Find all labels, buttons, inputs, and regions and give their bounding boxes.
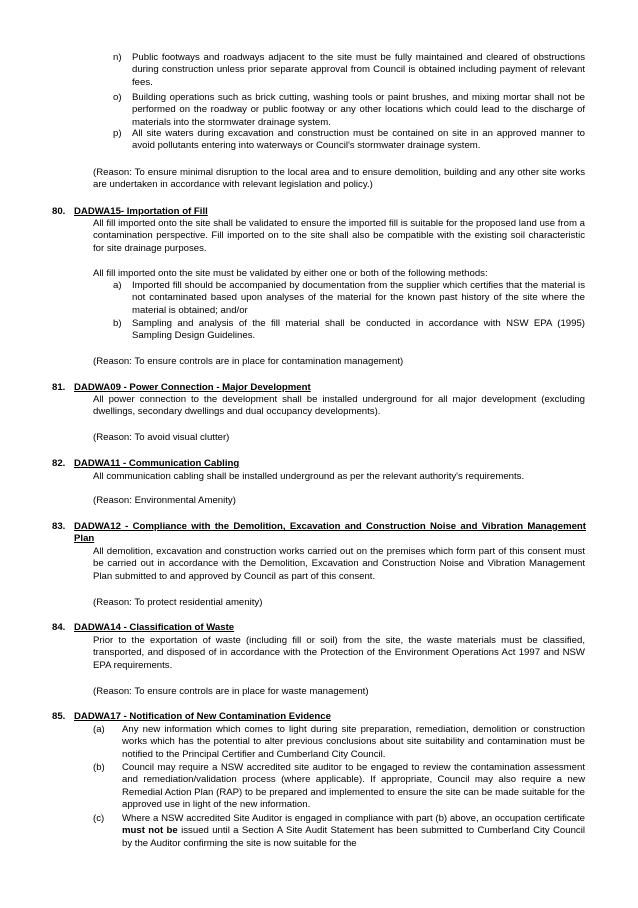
condition-title: DADWA11 - Communication Cabling [74,458,240,469]
list-item-label: p) [113,128,122,139]
list-item-label: (c) [93,813,105,824]
list-item-text-end: issued until a Section A Site Audit Statement has been submitted to Cumberland City Council by the Auditor confirming the site is now suitable for the [122,825,585,849]
list-item-text: All site waters during excavation and construction must be contained on site in an approved manner to avoid pollutants entering into waterways or Council's stormwater drainage system. [132,128,585,152]
condition-paragraph: All power connection to the development shall be installed underground for all major development (excluding dwellings, secondary dwellings and dual occupancy developments). [93,394,585,418]
list-item-a [93,724,585,761]
reason-text: (Reason: To ensure minimal disruption to the local area and to ensure demolition, building and any other site works are undertaken in accordance with relevant legislation and policy.) [93,167,585,191]
list-item-a [113,280,585,317]
reason-text: (Reason: To ensure controls are in place for waste management) [93,686,369,697]
condition-number: 83. [52,521,66,532]
list-item-label: o) [113,92,122,103]
condition-heading-83 [52,521,586,546]
reason-text: (Reason: Environmental Amenity) [93,495,236,506]
condition-number: 85. [52,711,66,722]
condition-number: 81. [52,382,66,393]
list-item-o [113,92,585,129]
condition-title: DADWA17 - Notification of New Contamination Evidence [74,711,331,722]
list-item-text: Sampling and analysis of the fill material shall be conducted in accordance with NSW EPA (1995) Sampling Design Guidelines. [132,318,585,342]
list-item-b [113,318,585,343]
list-item-p [113,128,585,153]
list-item-n [113,52,585,89]
condition-paragraph: All demolition, excavation and construction works carried out on the premises which form part of this consent must be carried out in accordance with the Demolition, Excavation and Construction Noise and Vibration Management Plan submitted to and approved by Council as part of this consent. [93,546,585,582]
list-item-label: (a) [93,724,105,735]
condition-heading-84 [52,622,586,634]
condition-number: 84. [52,622,66,633]
condition-heading-85 [52,711,586,723]
condition-title: DADWA09 - Power Connection - Major Development [74,382,311,393]
list-item-label: n) [113,52,122,63]
list-item-text: Building operations such as brick cutting, washing tools or paint brushes, and mixing mortar shall not be performed on the roadway or public footway or any other locations which could lead to the discharge of materials into the stormwater drainage system. [132,92,585,128]
condition-title: DADWA12 - Compliance with the Demolition, Excavation and Construction Noise and Vibration Management Plan [74,521,586,545]
condition-paragraph: All communication cabling shall be installed underground as per the relevant authority's requirements. [93,471,525,482]
reason-text: (Reason: To avoid visual clutter) [93,432,230,443]
list-item-text-start: Where a NSW accredited Site Auditor is engaged in compliance with part (b) above, an occupation certificate [122,813,585,824]
condition-heading-81 [52,382,586,394]
emphasis-text: must not be [122,825,178,837]
condition-title: DADWA15- Importation of Fill [74,206,208,217]
list-item-c [93,813,585,850]
list-item-label: a) [113,280,122,291]
condition-heading-82 [52,458,586,470]
list-item-label: (b) [93,762,105,773]
list-item-label: b) [113,318,122,329]
reason-text: (Reason: To ensure controls are in place for contamination management) [93,356,404,367]
list-item-text: Council may require a NSW accredited site auditor to be engaged to review the contamination assessment and remediation/validation process (where applicable). If appropriate, Council may also require a new Remedial Action Plan (RAP) to be prepared and implemented to ensure the site can be made suitable for the approved use in light of the new information. [122,762,585,811]
reason-text: (Reason: To protect residential amenity) [93,597,263,608]
list-item-b [93,762,585,812]
condition-paragraph: All fill imported onto the site must be validated by either one or both of the following methods: [93,268,488,279]
list-item-text: Any new information which comes to light during site preparation, remediation, demolition or construction works which has the potential to alter previous conclusions about site suitability and contamination must be notified to the Principal Certifier and Cumberland City Council. [122,724,585,760]
condition-title: DADWA14 - Classification of Waste [74,622,235,633]
condition-number: 82. [52,458,66,469]
list-item-text [122,813,585,850]
condition-heading-80 [52,206,586,218]
condition-paragraph: All fill imported onto the site shall be validated to ensure the imported fill is suitable for the proposed land use from a contamination perspective. Fill imported on to the site shall also be compatible with the existing soil characteristic for site drainage purposes. [93,218,585,254]
condition-number: 80. [52,206,66,217]
condition-paragraph: Prior to the exportation of waste (including fill or soil) from the site, the waste materials must be classified, transported, and disposed of in accordance with the Protection of the Environment Operations Act 1997 and NSW EPA requirements. [93,635,585,671]
list-item-text: Imported fill should be accompanied by documentation from the supplier which certifies that the material is not contaminated based upon analyses of the material for the known past history of the site where the material is obtained; and/or [132,280,585,316]
list-item-text: Public footways and roadways adjacent to the site must be fully maintained and cleared of obstructions during construction unless prior separate approval from Council is obtained including payment of relevant fees. [132,52,585,88]
